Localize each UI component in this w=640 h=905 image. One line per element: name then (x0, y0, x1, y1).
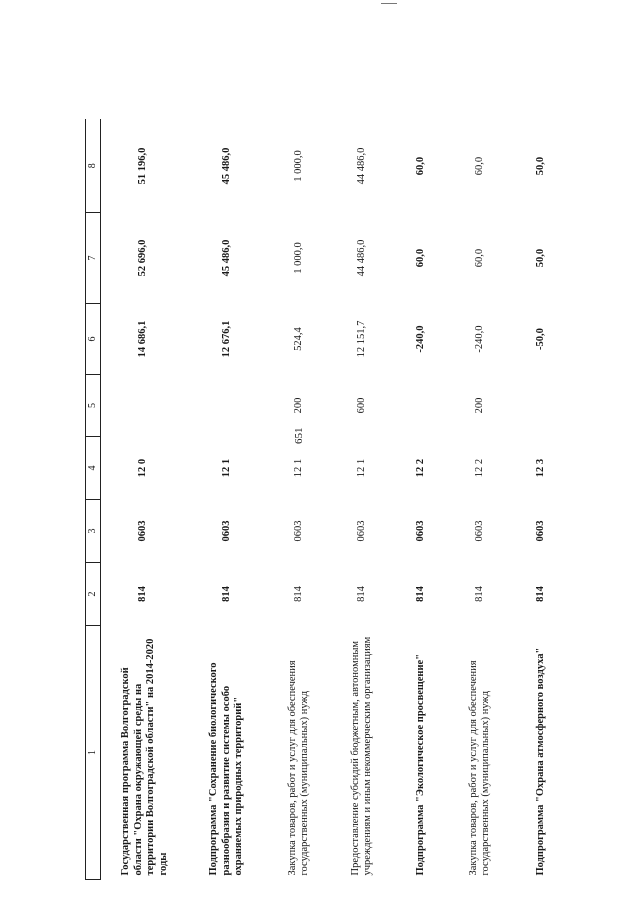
cell-amount-8: 45 486,0 (220, 147, 232, 185)
cell-amount-7: 60,0 (414, 248, 426, 268)
cell-ministry: 814 (292, 586, 304, 602)
cell-ministry: 814 (473, 586, 485, 602)
column-header-7: 7 (86, 213, 101, 304)
cell-amount-8: 60,0 (473, 156, 485, 176)
cell-amount-6: 14 686,1 (137, 320, 149, 358)
row-name: Подпрограмма "Экологическое просвещение" (414, 653, 426, 876)
cell-amount-6: 12 151,7 (355, 320, 367, 358)
cell-expense-type (186, 375, 268, 437)
cell-section: 0603 (137, 520, 149, 542)
row-name: Предоставление субсидий бюджетным, автономным учреждениям и иным некоммерческим организациям (349, 636, 373, 876)
cell-amount-7: 45 486,0 (220, 239, 232, 277)
cell-amount-8: 60,0 (414, 156, 426, 176)
row-name: Государственная программа Волгоградской области "Охрана окружающей среды на территории Волгоградской области" на 2014-2020 годы (120, 638, 169, 876)
table-row (394, 120, 448, 880)
cell-expense-type: 600 (355, 397, 367, 414)
cell-program: 12 0 (137, 458, 149, 478)
cell-ministry: 814 (414, 586, 426, 602)
cell-program: 12 2 (414, 458, 426, 478)
table-row (448, 120, 512, 880)
cell-amount-6: 524,4 (292, 327, 304, 351)
cell-program: 12 2 (473, 458, 485, 478)
table-row (186, 120, 268, 880)
column-header-8: 8 (86, 120, 101, 213)
cell-ministry: 814 (534, 586, 546, 602)
column-header-3: 3 (86, 500, 101, 563)
cell-section: 0603 (473, 520, 485, 542)
budget-table-container (85, 120, 550, 880)
table-row (101, 120, 187, 880)
cell-amount-7: 44 486,0 (355, 239, 367, 277)
scan-mark (381, 3, 397, 4)
cell-expense-type: 200 (292, 397, 304, 414)
cell-expense-type (394, 375, 448, 437)
row-name: Закупка товаров, работ и услуг для обеспечения государственных (муниципальных) нужд (467, 660, 491, 876)
table-row (330, 120, 394, 880)
cell-ministry: 814 (220, 586, 232, 602)
cell-expense-type (101, 375, 187, 437)
row-name: Подпрограмма "Охрана атмосферного воздуха" (534, 647, 546, 876)
column-header-5: 5 (86, 375, 101, 437)
cell-amount-6: -240,0 (414, 325, 426, 353)
row-name: Закупка товаров, работ и услуг для обеспечения государственных (муниципальных) нужд (286, 660, 310, 876)
cell-program: 12 3 (534, 458, 546, 478)
budget-table (85, 120, 570, 881)
page-number: 651 (293, 427, 305, 444)
cell-amount-6: -50,0 (534, 328, 546, 350)
cell-section: 0603 (534, 520, 546, 542)
cell-section: 0603 (292, 520, 304, 542)
column-header-2: 2 (86, 563, 101, 626)
cell-section: 0603 (414, 520, 426, 542)
cell-amount-7: 50,0 (534, 248, 546, 268)
cell-amount-6: -240,0 (473, 325, 485, 353)
cell-amount-7: 60,0 (473, 248, 485, 268)
cell-amount-8: 50,0 (534, 156, 546, 176)
cell-amount-8: 1 000,0 (292, 150, 304, 182)
cell-expense-type (512, 375, 570, 437)
cell-section: 0603 (355, 520, 367, 542)
cell-ministry: 814 (355, 586, 367, 602)
cell-program: 12 1 (292, 458, 304, 478)
column-header-4: 4 (86, 437, 101, 500)
header-row (86, 120, 101, 880)
cell-amount-7: 52 696,0 (137, 239, 149, 277)
cell-program: 12 1 (220, 458, 232, 478)
table-row (512, 120, 570, 880)
cell-amount-6: 12 676,1 (220, 320, 232, 358)
cell-amount-7: 1 000,0 (292, 242, 304, 274)
cell-section: 0603 (220, 520, 232, 542)
cell-amount-8: 44 486,0 (355, 147, 367, 185)
column-header-1: 1 (86, 626, 101, 880)
cell-program: 12 1 (355, 458, 367, 478)
table-row (268, 120, 330, 880)
cell-ministry: 814 (137, 586, 149, 602)
cell-expense-type: 200 (473, 397, 485, 414)
column-header-6: 6 (86, 304, 101, 375)
row-name: Подпрограмма "Сохранение биологического разнообразия и развитие системы особо охраняемых природных территорий" (208, 662, 245, 876)
cell-amount-8: 51 196,0 (137, 147, 149, 185)
